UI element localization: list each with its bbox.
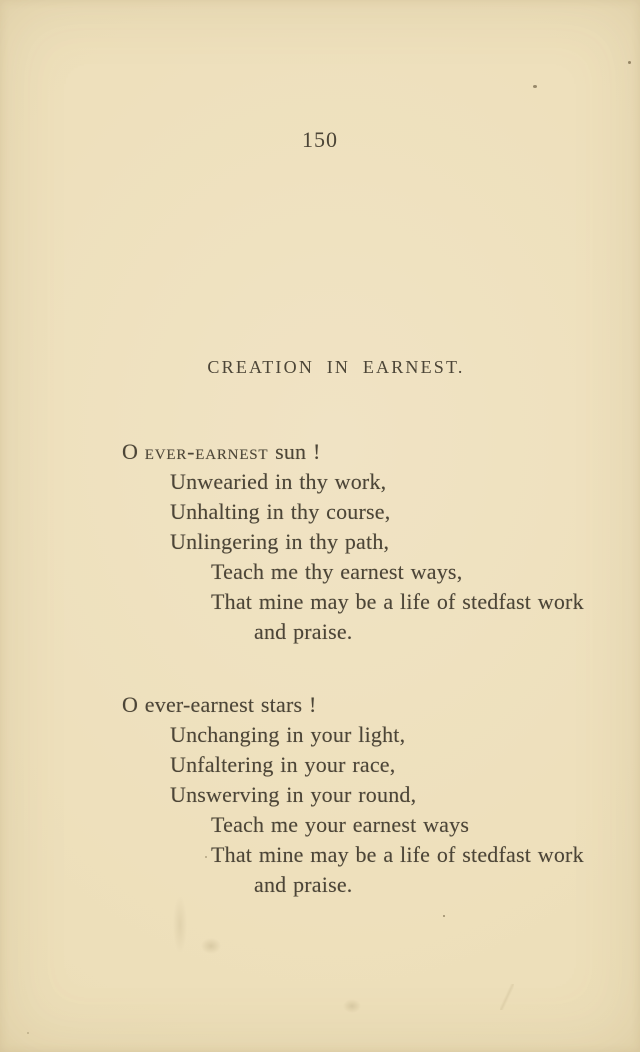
paper-speck [533, 85, 537, 88]
opening-rest: sun ! [268, 439, 321, 464]
paper-smudge [201, 938, 221, 954]
paper-speck [443, 915, 445, 917]
poem-line: Teach me thy earnest ways, [211, 559, 463, 584]
poem-line: That mine may be a life of stedfast work [211, 842, 584, 867]
poem-line: That mine may be a life of stedfast work [211, 589, 584, 614]
page-number: 150 [302, 127, 338, 152]
stanza-2 [0, 690, 640, 900]
poem-line: Unfaltering in your race, [170, 752, 396, 777]
paper-speck [628, 61, 631, 64]
poem-line: Teach me your earnest ways [211, 812, 470, 837]
poem-line: Unhalting in thy course, [170, 499, 391, 524]
poem-line: Unwearied in thy work, [170, 469, 387, 494]
paper-smudge [173, 896, 187, 954]
paper-smudge [343, 999, 361, 1013]
opening-smallcaps: ever-earnest [144, 439, 269, 464]
poem-line: and praise. [254, 872, 353, 897]
stanza-1 [0, 437, 640, 647]
poem-line: Unswerving in your round, [170, 782, 417, 807]
poem-title: CREATION IN EARNEST. [207, 357, 465, 377]
opening-lead: O [122, 439, 145, 464]
poem-line: Unchanging in your light, [170, 722, 406, 747]
paper-speck [27, 1032, 29, 1034]
poem-line: Unlingering in thy path, [170, 529, 390, 554]
poem-line: and praise. [254, 619, 353, 644]
poem-line-opening [0, 437, 640, 467]
poem-line-opening: O ever-earnest stars ! [122, 692, 317, 717]
paper-scratch [500, 984, 514, 1010]
